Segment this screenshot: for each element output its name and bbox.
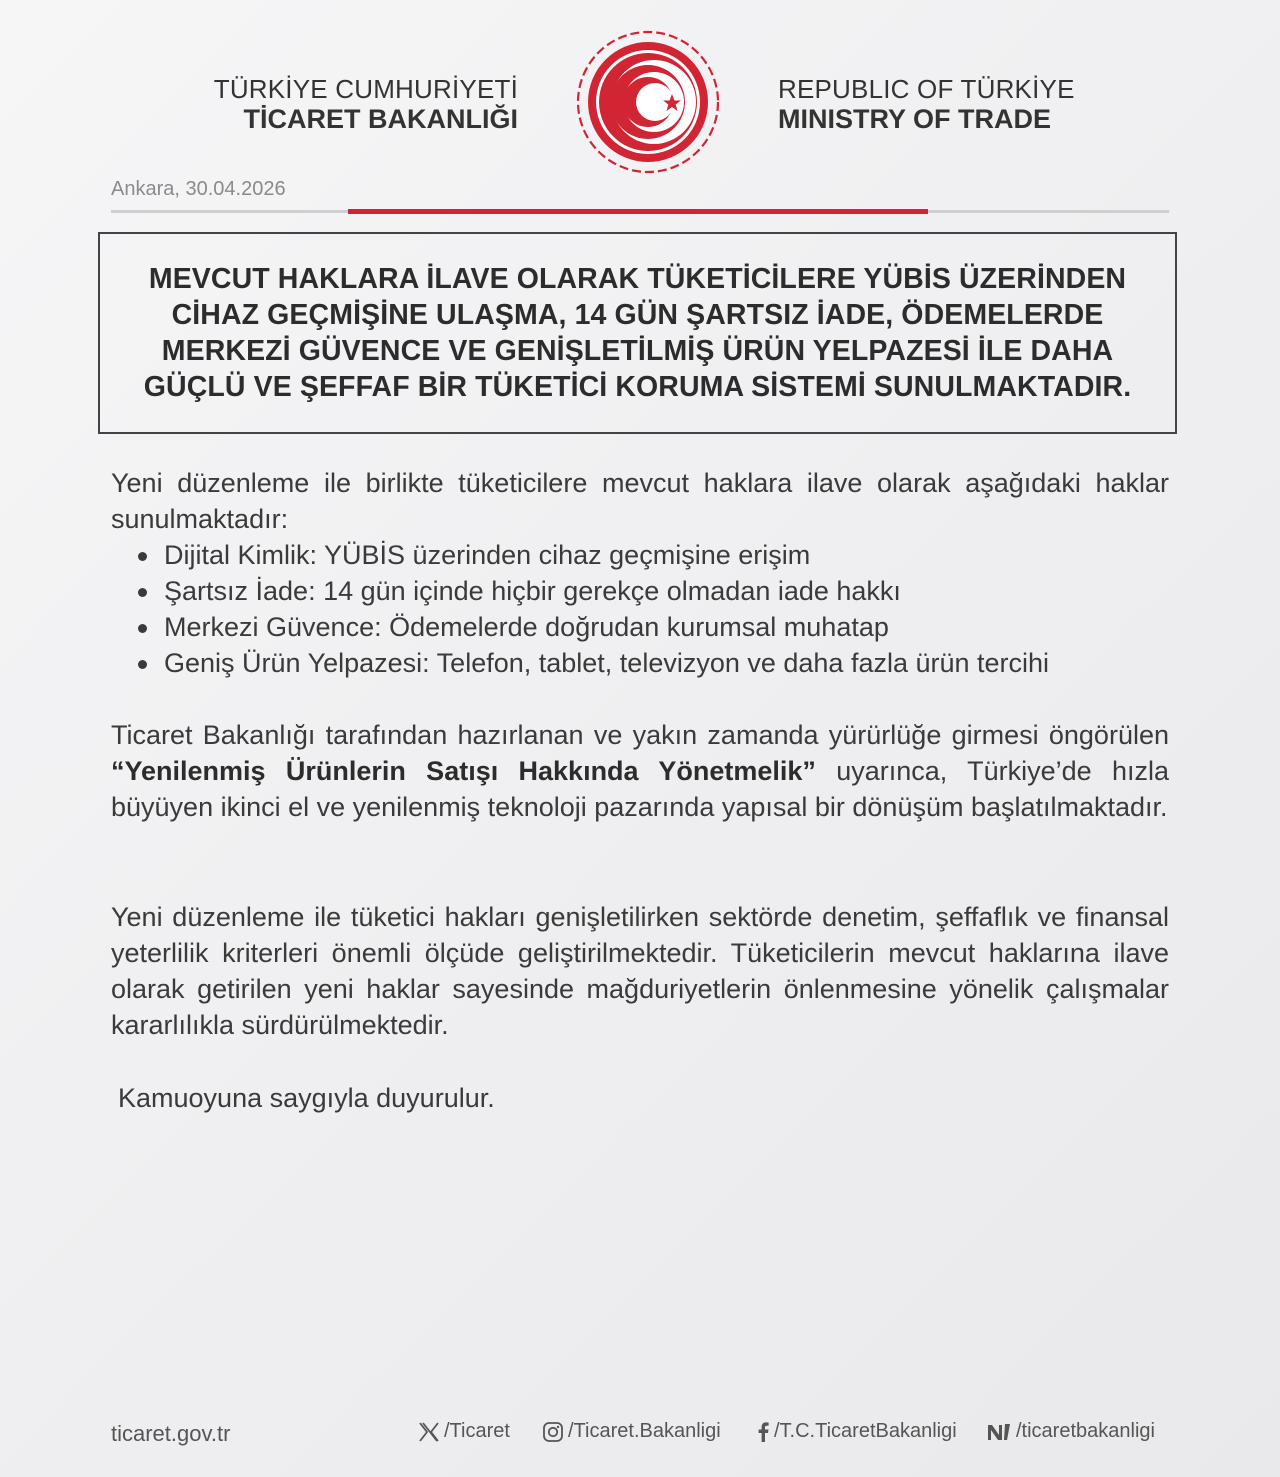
list-item: Dijital Kimlik: YÜBİS üzerinden cihaz geçmişine erişim xyxy=(138,537,1049,573)
social-handle: /Ticaret xyxy=(444,1420,510,1442)
social-facebook[interactable] xyxy=(756,1420,957,1443)
social-handle: /Ticaret.Bakanligi xyxy=(568,1420,721,1442)
header-turkish xyxy=(180,74,518,134)
nsosyal-icon xyxy=(986,1422,1012,1442)
social-nsosyal[interactable] xyxy=(986,1420,1155,1443)
rights-list xyxy=(138,537,1049,681)
regulation-title: “Yenilenmiş Ürünlerin Satışı Hakkında Yönetmelik” xyxy=(111,756,816,786)
headline: MEVCUT HAKLARA İLAVE OLARAK TÜKETİCİLERE YÜBİS ÜZERİNDEN CİHAZ GEÇMİŞİNE ULAŞMA, 14 GÜN ŞARTSIZ İADE, ÖDEMELERDE MERKEZİ GÜVENCE VE GENİŞLETİLMİŞ ÜRÜN YELPAZESİ İLE DAHA GÜÇLÜ VE ŞEFFAF BİR TÜKETİCİ KORUMA SİSTEMİ SUNULMAKTADIR. xyxy=(143,263,1132,403)
list-item: Geniş Ürün Yelpazesi: Telefon, tablet, televizyon ve daha fazla ürün tercihi xyxy=(138,645,1049,681)
regulation-text-end: uyarınca, Türkiye’de hızla büyüyen ikinci el ve yenilenmiş teknoloji pazarında yapısal bir dönüşüm başlatılmaktadır. xyxy=(111,756,1169,822)
social-handle: /T.C.TicaretBakanligi xyxy=(774,1420,957,1442)
social-instagram[interactable] xyxy=(542,1420,721,1443)
header-ministry-tr: TİCARET BAKANLIĞI xyxy=(243,104,518,134)
divider-accent xyxy=(348,209,928,214)
header-english xyxy=(778,74,1138,134)
intro-paragraph: Yeni düzenleme ile birlikte tüketicilere mevcut haklara ilave olarak aşağıdaki haklar sunulmaktadır: xyxy=(111,468,1169,534)
website-link[interactable]: ticaret.gov.tr xyxy=(111,1421,231,1446)
regulation-paragraph xyxy=(111,717,1169,825)
ministry-seal-icon xyxy=(570,24,726,180)
list-item: Merkezi Güvence: Ödemelerde doğrudan kurumsal muhatap xyxy=(138,609,1049,645)
headline-box xyxy=(98,232,1177,434)
list-item: Şartsız İade: 14 gün içinde hiçbir gerekçe olmadan iade hakkı xyxy=(138,573,1049,609)
rights-paragraph: Yeni düzenleme ile tüketici hakları genişletilirken sektörde denetim, şeffaflık ve finansal yeterlilik kriterleri önemli ölçüde geliştirilmektedir. Tüketicilerin mevcut haklarına ilave olarak getirilen yeni haklar sayesinde mağduriyetlerin önlenmesine yönelik çalışmalar kararlılıkla sürdürülmektedir. xyxy=(111,902,1169,1040)
header-ministry-en: MINISTRY OF TRADE xyxy=(778,104,1052,134)
closing-line: Kamuoyuna saygıyla duyurulur. xyxy=(118,1083,495,1113)
header-republic-en: REPUBLIC OF TÜRKİYE xyxy=(778,74,1075,104)
social-x[interactable] xyxy=(418,1420,510,1443)
regulation-text-start: Ticaret Bakanlığı tarafından hazırlanan ve yakın zamanda yürürlüğe girmesi öngörülen xyxy=(111,720,1169,750)
facebook-icon xyxy=(756,1421,770,1443)
header-republic-tr: TÜRKİYE CUMHURİYETİ xyxy=(213,74,518,104)
instagram-icon xyxy=(542,1421,564,1443)
social-handle: /ticaretbakanligi xyxy=(1016,1420,1155,1442)
date-line: Ankara, 30.04.2026 xyxy=(111,178,286,200)
x-icon xyxy=(418,1422,440,1442)
